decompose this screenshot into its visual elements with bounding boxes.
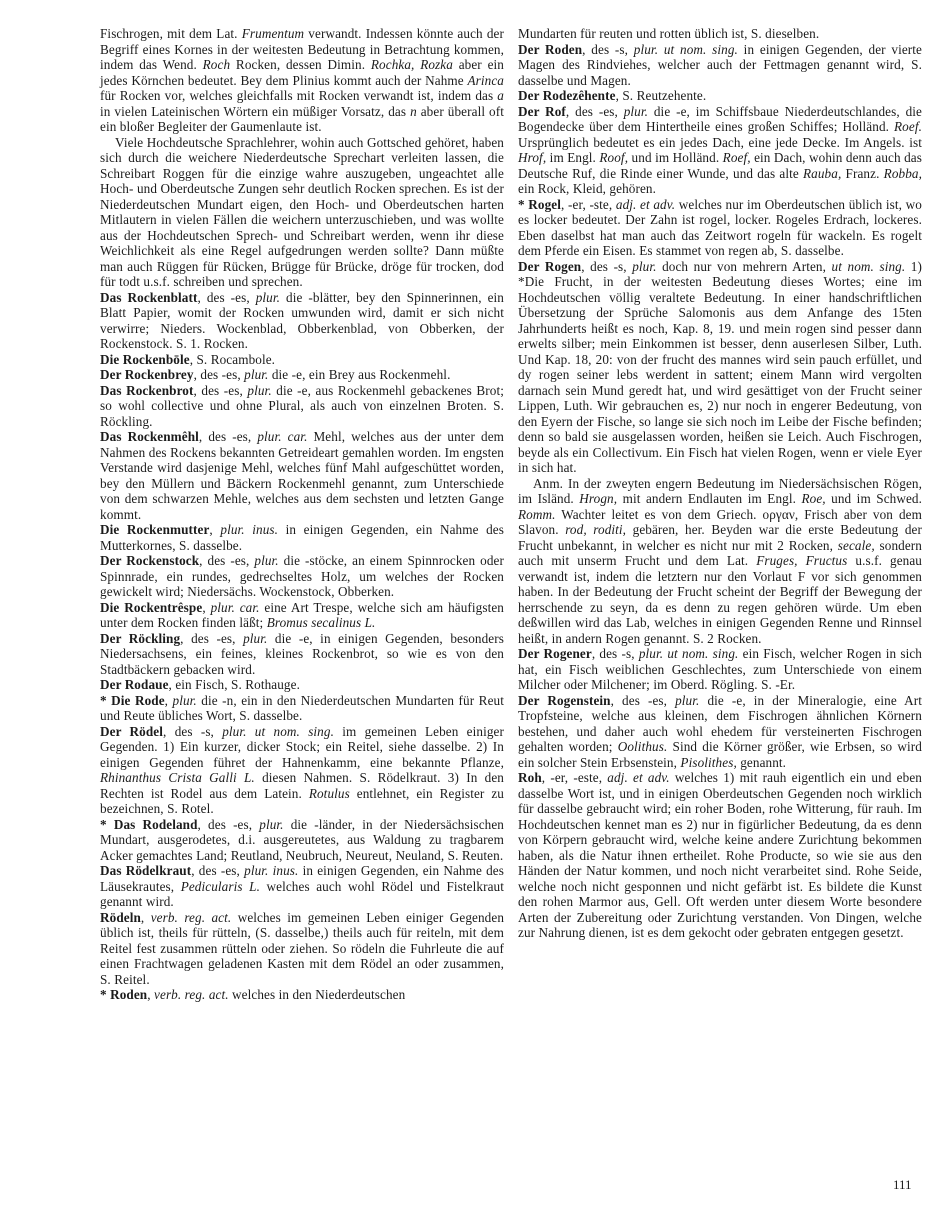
entry-paragraph — [100, 429, 504, 522]
italic-run: Roef. — [894, 119, 922, 134]
text-run: , ein Fisch, S. Rothauge. — [168, 677, 300, 692]
text-run: Sind die Körner größer, wie Erbsen, so wird ein solcher Stein Erbsenstein, — [518, 739, 922, 770]
italic-run: Roof, — [599, 150, 629, 165]
text-run: mit andern Endlauten im Engl. — [617, 491, 802, 506]
entry-paragraph — [518, 88, 922, 104]
entry-headword: Das Rockenmêhl — [100, 429, 199, 444]
entry-headword: Der Rogen — [518, 258, 582, 274]
text-run: gebären, her. Beyden war die erste Bedeutung der Frucht unbekannt, in welcher es nicht nur mit 2 Rocken, — [518, 522, 922, 553]
text-run: die -e, aus Rockenmehl gebackenes Brot; so wohl collective und ohne Plural, als auch von einzelnen Broten. S. Röckling. — [100, 382, 504, 429]
entry-headword: Der Rodaue — [100, 677, 169, 692]
italic-run: plur. car. — [210, 599, 260, 615]
italic-run: plur. ut nom. sing. — [638, 646, 739, 661]
text-run: , — [209, 522, 221, 537]
italic-run: Pisolithes, — [680, 754, 737, 770]
entry-headword: Der Roden — [518, 41, 583, 57]
text-run: , des -es, — [180, 630, 244, 646]
text-run: Rocken, dessen Dimin. — [230, 57, 371, 72]
entry-headword: * Rogel — [518, 196, 562, 212]
text-run: Wachter leitet es von dem Griech. οργαν, Frisch aber von dem Slavon. — [518, 506, 922, 537]
italic-run: ut nom. sing. — [831, 258, 906, 274]
text-run: Mehl, welches aus der unter dem Nahmen des Rockens bekannten Getreideart gemahlen worden. Im engsten Verstande wird dasjenige Mehl, welches fünf Mahl aufgeschüttet worden, bey den Müllern und Bäckern Rockenmehl genannt, zum Unterschiede von dem schwarzen Mehle, welches aus dem sechsten und letzten Gange kommt. — [100, 429, 504, 522]
italic-run: plur. — [254, 553, 279, 568]
entry-paragraph — [100, 600, 504, 631]
entry-headword: Der Rodezêhente — [518, 88, 616, 103]
text-run: welches auch wohl Rödel und Fistelkraut genannt wird. — [100, 878, 504, 909]
entry-headword: * Die Rode — [100, 692, 165, 708]
text-run: ein Fisch, welcher Rogen in sich hat, ein Fisch weiblichen Geschlechtes, zum Unterschiede von einem Milcher oder Milchener; im Oberd. Rögling. S. -Er. — [518, 646, 923, 692]
entry-paragraph — [100, 693, 504, 724]
text-run: , -er, -ste, — [561, 196, 616, 212]
text-run: , des -es, — [197, 816, 260, 832]
text-run: welches im gemeinen Leben einiger Gegenden üblich ist, theils für rütteln, (S. dasselbe,) theils auch für reiteln, mit dem Reitel fest zusammen rütteln oder ziehen. So rödeln die Fuhrleute die auf einen Frachtwagen geladenen Kasten mit dem Rödel an oder zusammen, S. Reitel. — [100, 909, 505, 987]
text-run: , des -s, — [581, 258, 633, 274]
text-run: ein Rock, Kleid, gehören. — [518, 181, 657, 196]
text-run: in einigen Gegenden, ein Nahme des Mutterkornes, S. dasselbe. — [100, 522, 504, 553]
italic-run: plur. car. — [257, 429, 308, 444]
entry-headword: Die Rockenmutter — [100, 522, 210, 537]
text-run: Franz. — [841, 165, 884, 181]
text-run: , des -es, — [565, 103, 624, 119]
text-run: in vielen Lateinischen Wörtern ein müßiger Vorsatz, das — [100, 103, 411, 119]
right-column — [518, 26, 922, 1003]
entry-paragraph — [100, 352, 504, 368]
entry-paragraph — [518, 104, 922, 197]
entry-headword: Der Rof — [518, 103, 566, 119]
italic-run: plur. — [259, 816, 284, 832]
entry-paragraph — [518, 770, 922, 941]
text-run: , — [140, 909, 151, 925]
text-run: und im Holländ. — [628, 150, 723, 165]
entry-headword: Der Rogener — [518, 646, 592, 661]
italic-run: Rhinanthus Crista Galli L. — [100, 770, 255, 785]
text-run: , des -s, — [582, 41, 634, 57]
italic-run: a — [497, 88, 504, 103]
italic-run: Roch — [202, 57, 231, 72]
text-run: , des -s, — [163, 723, 223, 739]
italic-run: plur. — [244, 367, 269, 382]
text-run: 1) *Die Frucht, in der weitesten Bedeutung dieses Wortes; eine im Hochdeutschen völlig veraltete Bedeutung. In einer handschriftlichen Übersetzung der Sprüche Salomonis aus dem Anfange des 15ten Jahrhunderts heißt es noch, Kap. 8, 19. und mein rogen sind pesser dann erwelts silber; mein Einkommen ist besser, denn auserlesen Silber, Luth. Und Kap. 18, 20: von der frucht des mannes wird sein pauch erfüllet, und dy rogen seiner lebs werdent in sattent; einem Mann wird vergolten darnach sein Mund geredt hat, und wird gesättiget von der Frucht seiner Lippen, Luth. Wir gebrauchen es, 2) nur noch in engerer Bedeutung, von den Eyern der Fische, so lange sie sich noch im Leibe der Fische befinden; denn so bald sie ausgelassen worden, heißen sie Leich. Auch Fischrogen, beyde als ein Collectivum. Ein Fisch hat vielen Rogen, wenn er viele Eyer in sich hat. — [518, 258, 922, 475]
text-run: , — [147, 987, 155, 1002]
text-run: die -n, ein in den Niederdeutschen Mundarten für Reut und Reute übliches Wort, S. dasselbe. — [100, 692, 504, 723]
left-column — [100, 26, 504, 1003]
page-number: 111 — [893, 1177, 912, 1192]
text-run: in einigen Gegenden, der vierte Magen des Rindviehes, welcher auch der Fettmagen genannt wird, S. dasselbe und Magen. — [518, 41, 923, 88]
text-run: und im Schwed. — [825, 491, 923, 506]
text-run: entlehnet, ein Register zu bezeichnen, S. Rotel. — [100, 785, 504, 816]
italic-run: Arinca — [467, 72, 504, 88]
italic-run: plur. — [632, 258, 657, 274]
entry-headword: Der Rödel — [100, 723, 164, 739]
italic-run: plur. — [675, 692, 700, 708]
text-run: Viele Hochdeutsche Sprachlehrer, wohin auch Gottsched gehöret, haben sich durch die weichere Niederdeutsche Sprechart verleiten lassen, die Schreibart Roggen für die einzige wahre auszugeben, ungeachtet alle Hoch- und Oberdeutsche Zungen sehr deutlich Rocken sprechen. Es ist der Niederdeutschen Mundart eigen, den Hoch- und Oberdeutschen harten Mitlautern in vielen Fällen die weichern unterzuschieben, und was wollte aus der Hochdeutschen Sprech- und Schreibart werden, wenn ihr diese Weichlichkeit als eine Regel aufgedrungen werden sollte? Dann müßte man auch Rüggen für Rücken, Brügge für Brücke, dröge für trocken, dod für todt u.s.f. schreiben und sprechen. — [100, 134, 504, 289]
italic-run: rod, roditi, — [565, 522, 627, 537]
italic-run: secale, — [837, 537, 875, 553]
text-run: verwandt. Indessen könnte auch der Begriff eines Kornes in der weitesten Bedeutung in Betrachtung kommen, indem das Wend. — [100, 26, 505, 72]
entry-paragraph — [100, 910, 504, 988]
entry-headword: Die Rockentrêspe — [100, 599, 203, 615]
entry-headword: Das Rödelkraut — [100, 863, 192, 878]
entry-paragraph — [100, 631, 504, 678]
entry-paragraph — [518, 646, 922, 693]
entry-headword: Rödeln — [100, 909, 141, 925]
text-run: Ursprünglich bedeutet es ein jedes Dach, eine jede Decke. Im Angels. ist — [518, 134, 922, 150]
entry-paragraph — [518, 693, 922, 771]
italic-run: plur. — [623, 103, 649, 119]
italic-run: Rotulus — [308, 785, 350, 801]
text-run: aber ein jedes Körnchen bedeutet. Bey dem Plinius kommt auch der Nahme — [100, 57, 504, 88]
italic-run: plur. ut nom. sing. — [222, 723, 334, 739]
text-run: , des -es, — [197, 289, 256, 305]
italic-run: adj. et adv. — [607, 770, 670, 785]
entry-headword: * Roden — [100, 987, 148, 1002]
entry-paragraph — [100, 863, 504, 910]
text-run: im gemeinen Leben einiger Gegenden. 1) Ein kurzer, dicker Stock; ein Reitel, siehe dasselbe. 2) In einigen Gegenden führet der Hahnenkamm, eine bekannte Pflanze, — [100, 723, 504, 770]
italic-run: Roef, — [722, 150, 751, 165]
italic-run: Frumentum — [241, 26, 305, 41]
text-run: sondern auch mit unserm Frucht und dem Lat. — [518, 537, 922, 568]
entry-headword: Der Rockenbrey — [100, 367, 194, 382]
text-run: die -länder, in der Niedersächsischen Mundart, ausgerodetes, d.i. ausgereutetes, aus Waldung zu tragbarem Acker gemachtes Land; Reutland, Neubruch, Neureut, Neuland, S. Reuten. — [100, 816, 504, 863]
italic-run: Roe, — [801, 491, 826, 506]
entry-paragraph — [100, 383, 504, 430]
italic-run: adj. et adv. — [615, 196, 676, 212]
entry-headword: Roh — [518, 770, 542, 785]
italic-run: Rauba, — [803, 165, 842, 181]
text-run: die -e, im Schiffsbaue Niederdeutschlandes, die Bogendecke über dem Hintertheile eines großen Schiffes; Holländ. — [518, 103, 922, 134]
text-run: , des -s, — [591, 646, 639, 661]
text-run: , des -es, — [199, 553, 255, 568]
entry-paragraph — [518, 42, 922, 89]
italic-run: n — [410, 103, 417, 119]
text-run: welches in den Niederdeutschen — [228, 987, 406, 1002]
text-run: , des -es, — [198, 429, 258, 444]
text-run: , -er, -este, — [541, 770, 608, 785]
text-run: , S. Rocambole. — [189, 351, 276, 367]
entry-headword: Der Röckling — [100, 630, 181, 646]
italic-run: plur. — [172, 692, 197, 708]
text-run: ein Dach, wohin denn auch das Deutsche Ruf, die Rinde einer Wunde, und das alte — [518, 150, 922, 181]
text-run: , des -es, — [610, 692, 676, 708]
entry-paragraph — [518, 26, 922, 42]
entry-headword: Der Rogenstein — [518, 692, 611, 708]
entry-paragraph — [100, 817, 504, 864]
italic-run: Hrof, — [518, 150, 547, 165]
italic-run: plur. inus. — [244, 863, 299, 878]
italic-run: plur. — [243, 630, 268, 646]
text-run: welches 1) mit rauh eigentlich ein und eben dasselbe Wort ist, und in einigen Oberdeutschen Gegenden noch wirklich für dasselbe gebraucht wird; ein roher Boden, rohe Witterung, für rauh. Im Hochdeutschen kennet man es 2) nur in figürlicher Bedeutung, da es denn von Körpern gebraucht wird, welche keine andere Zurichtung bekommen haben, als die Natur ihnen ertheilet. Rohe Producte, so wie sie aus den Händen der Natur kommen, und noch nicht verarbeitet sind. Rohe Seide, welche noch nicht gesponnen und nicht gefärbt ist. Es bildete die Kunst den rohen Marmor aus, Gell. Oft werden unter diesem Worte besondere Arten der Zubereitung oder Zurichtung verstanden. Von Dingen, welche zur Nahrung dienen, ist es dem gekocht oder gebraten entgegen gesetzt. — [518, 770, 922, 940]
text-run: , des -es, — [191, 863, 245, 878]
entry-paragraph — [100, 724, 504, 817]
entry-paragraph — [100, 987, 504, 1003]
italic-run: Hrogn, — [579, 491, 618, 506]
italic-run: Romm. — [518, 506, 556, 522]
italic-run: Fruges, Fructus — [756, 553, 848, 568]
text-run: die -stöcke, an einem Spinnrocken oder Spinnrade, ein rundes, gedrechseltes Holz, um welches der Rocken gewickelt wird; Niedersächs. Wockenstock, Obberken. — [100, 553, 504, 599]
text-run: doch nur von mehrern Arten, — [656, 258, 832, 274]
text-run: aber überall oft ein bloßer Begleiter der Gaumenlaute ist. — [100, 103, 505, 134]
italic-run: plur. — [247, 382, 272, 398]
entry-paragraph — [100, 367, 504, 383]
text-run: , des -es, — [193, 367, 245, 382]
text-run: diesen Nahmen. S. Rödelkraut. 3) In den Rechten ist Rodel aus dem Latein. — [100, 770, 504, 801]
text-run: , des -es, — [193, 382, 248, 398]
entry-paragraph — [100, 26, 504, 135]
text-run: Anm. In der zweyten engern Bedeutung im Niedersächsischen Rögen, im Isländ. — [518, 475, 922, 506]
text-run: die -blätter, bey den Spinnerinnen, ein Blatt Papier, womit der Rocken umwunden wird, damit er sich nicht verwirre; Nieders. Wockenblad, Obberkenblad, von Obberken, der Rockenstock. S. 1. Rocken. — [100, 289, 504, 351]
text-run: Fischrogen, mit dem Lat. — [100, 26, 242, 41]
italic-run: Rochka, Rozka — [370, 57, 453, 72]
text-run: die -e, in der Mineralogie, eine Art Tropfsteine, welche aus kleinen, dem Fischrogen ähnlichen Körnern bestehen, und daher auch wohl ehedem für versteinerten Fischrogen gehalten worden; — [518, 692, 922, 754]
italic-run: Bromus secalinus L. — [266, 615, 376, 630]
text-run: u.s.f. genau verwandt ist, indem die letztern nur den Vorlaut F vor sich genommen haben. In der Bedeutung der Frucht scheint der Begriff der Bewegung der herrschende zu seyn, da es denn zu regen gehören würde. Um eben deßwillen wird das Lab, welches in einigen Gegenden Renne und Rinnsel heißt, in andern Rogen genannt. S. 2 Rocken. — [518, 553, 923, 646]
entry-paragraph — [100, 522, 504, 553]
text-run: im Engl. — [546, 150, 600, 165]
entry-headword: Der Rockenstock — [100, 553, 200, 568]
text-run: genannt. — [736, 754, 787, 770]
text-run: , S. Reutzehente. — [615, 88, 707, 103]
italic-run: plur. ut nom. sing. — [633, 41, 738, 57]
entry-paragraph — [518, 197, 922, 259]
entry-paragraph — [100, 290, 504, 352]
italic-run: verb. reg. act. — [154, 987, 229, 1002]
entry-headword: Das Rockenblatt — [100, 289, 198, 305]
entry-paragraph — [100, 135, 504, 290]
entry-headword: * Das Rodeland — [100, 816, 198, 832]
text-run: welches nur im Oberdeutschen üblich ist, wo es locker bedeutet. Der Zahn ist rogel, locker. Rogeles Erdrach, lockeres. Eben daselbst hat man auch das Zeitwort rogeln für wackeln. Es rogelt dem Pferde ein Eisen. Es stammet von regen ab, S. dasselbe. — [518, 196, 922, 258]
entry-paragraph — [100, 677, 504, 693]
italic-run: Robba, — [883, 165, 922, 181]
text-run: , — [202, 599, 211, 615]
page-body — [100, 26, 922, 1003]
text-run: für Rocken vor, welches gleichfalls mit Rocken verwandt ist, indem das — [100, 88, 498, 103]
italic-run: Oolithus. — [617, 739, 668, 754]
text-run: in einigen Gegenden, ein Nahme des Läusekrautes, — [100, 863, 504, 894]
italic-run: Pedicularis L. — [180, 878, 260, 894]
text-run: die -e, in einigen Gegenden, besonders Niedersachsens, ein feines, kleines Rockenbrot, so wie es von den Stadtbäckern gebacken wird. — [100, 630, 504, 677]
entry-paragraph — [518, 476, 922, 647]
italic-run: plur. — [255, 289, 281, 305]
entry-paragraph — [518, 259, 922, 476]
text-run: eine Art Trespe, welche sich am häufigsten unter dem Rocken finden läßt; — [100, 599, 505, 630]
entry-headword: Die Rockenbōle — [100, 351, 190, 367]
italic-run: plur. inus. — [220, 522, 279, 537]
entry-paragraph — [100, 553, 504, 600]
text-run: die -e, ein Brey aus Rockenmehl. — [268, 367, 451, 382]
two-column-layout — [100, 26, 922, 1003]
text-run: Mundarten für reuten und rotten üblich ist, S. dieselben. — [518, 26, 820, 41]
italic-run: verb. reg. act. — [150, 909, 232, 925]
text-run: , — [164, 692, 173, 708]
entry-headword: Das Rockenbrot — [100, 382, 194, 398]
